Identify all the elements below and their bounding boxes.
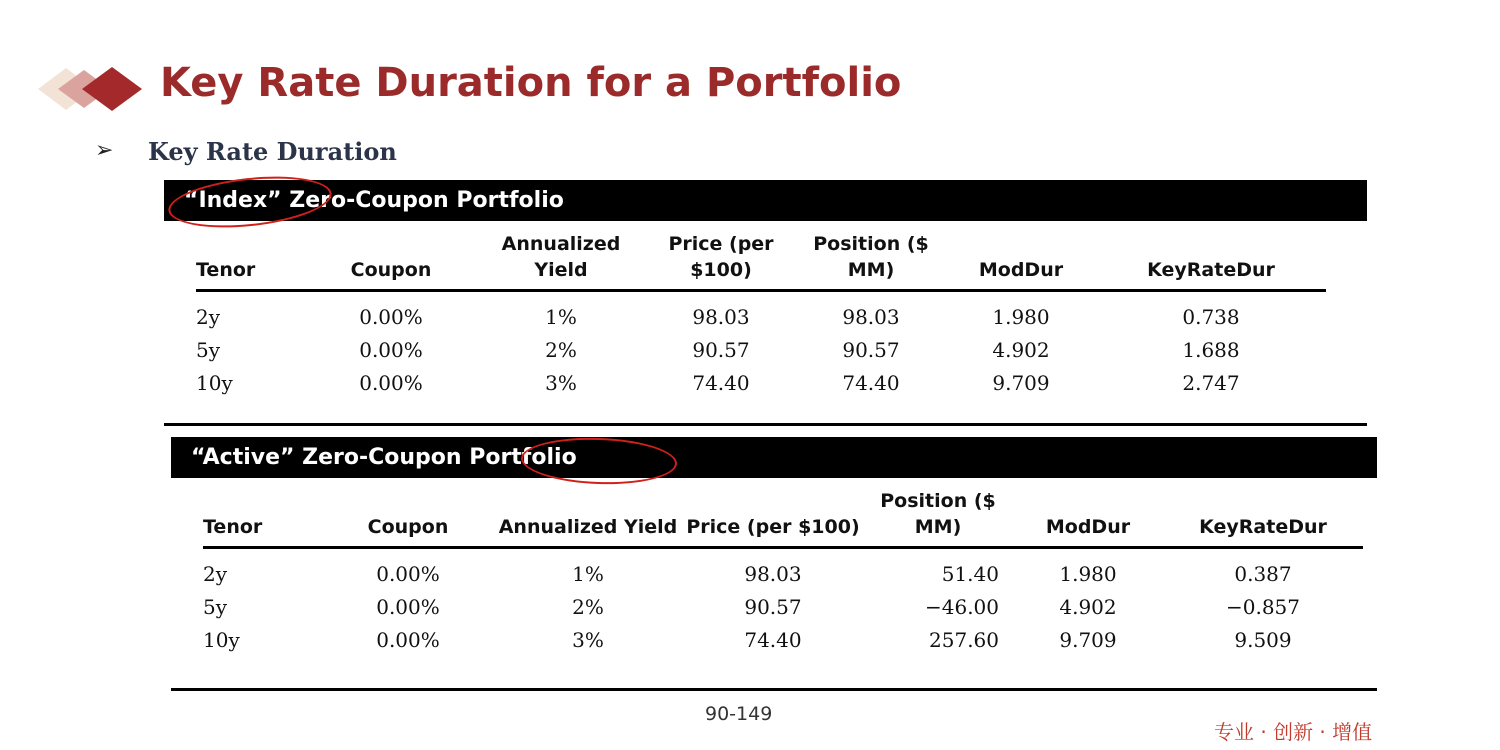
cell-position: 74.40 xyxy=(842,370,900,395)
table-bottom-rule xyxy=(164,423,1367,426)
table-header-row xyxy=(196,221,1326,291)
cell-yield: 2% xyxy=(572,594,604,619)
cell-price: 90.57 xyxy=(692,337,750,362)
column-header-coupon: Coupon xyxy=(323,478,493,548)
slide-subtitle: Key Rate Duration xyxy=(148,137,397,166)
table-row xyxy=(203,623,1363,656)
cell-moddur: 4.902 xyxy=(992,337,1050,362)
index-portfolio-heading: “Index” Zero-Coupon Portfolio xyxy=(164,180,1367,221)
index-portfolio-table xyxy=(196,221,1326,399)
cell-moddur: 9.709 xyxy=(992,370,1050,395)
table-bottom-rule xyxy=(171,688,1377,691)
column-header-moddur: ModDur xyxy=(1013,478,1163,548)
cell-coupon: 0.00% xyxy=(359,337,423,362)
cell-keyratedur: −0.857 xyxy=(1225,594,1300,619)
cell-tenor: 10y xyxy=(203,627,240,652)
active-portfolio-heading: “Active” Zero-Coupon Portfolio xyxy=(171,437,1377,478)
cell-tenor: 2y xyxy=(203,561,228,586)
active-portfolio-section xyxy=(171,437,1377,656)
cell-coupon: 0.00% xyxy=(359,370,423,395)
active-portfolio-table xyxy=(203,478,1363,656)
cell-yield: 3% xyxy=(545,370,577,395)
column-header-keyratedur: KeyRateDur xyxy=(1163,478,1363,548)
cell-position: 51.40 xyxy=(941,561,999,586)
cell-moddur: 1.980 xyxy=(1059,561,1117,586)
cell-moddur: 1.980 xyxy=(992,304,1050,329)
column-header-yield: Annualized Yield xyxy=(476,221,646,291)
cell-keyratedur: 1.688 xyxy=(1182,337,1240,362)
column-header-moddur: ModDur xyxy=(946,221,1096,291)
cell-position: 257.60 xyxy=(929,627,999,652)
table-row xyxy=(203,590,1363,623)
table-row xyxy=(196,333,1326,366)
column-header-keyratedur: KeyRateDur xyxy=(1096,221,1326,291)
table-row xyxy=(196,291,1326,334)
table-row xyxy=(196,366,1326,399)
cell-coupon: 0.00% xyxy=(359,304,423,329)
cell-tenor: 5y xyxy=(203,594,228,619)
cell-yield: 1% xyxy=(572,561,604,586)
index-portfolio-section xyxy=(164,180,1367,399)
cell-position: 90.57 xyxy=(842,337,900,362)
cell-coupon: 0.00% xyxy=(376,561,440,586)
cell-yield: 1% xyxy=(545,304,577,329)
cell-price: 90.57 xyxy=(744,594,802,619)
column-header-price: Price (per $100) xyxy=(646,221,796,291)
table-row xyxy=(203,548,1363,591)
cell-coupon: 0.00% xyxy=(376,627,440,652)
cell-keyratedur: 2.747 xyxy=(1182,370,1240,395)
cell-tenor: 5y xyxy=(196,337,221,362)
cell-coupon: 0.00% xyxy=(376,594,440,619)
column-header-tenor: Tenor xyxy=(203,478,323,548)
cell-price: 98.03 xyxy=(692,304,750,329)
cell-position: −46.00 xyxy=(924,594,999,619)
column-header-position: Position ($ MM) xyxy=(863,478,1013,548)
cell-moddur: 9.709 xyxy=(1059,627,1117,652)
cell-tenor: 2y xyxy=(196,304,221,329)
cell-price: 74.40 xyxy=(744,627,802,652)
cell-price: 74.40 xyxy=(692,370,750,395)
cell-keyratedur: 9.509 xyxy=(1234,627,1292,652)
column-header-position: Position ($ MM) xyxy=(796,221,946,291)
logo-diamonds-icon xyxy=(38,64,148,114)
table-header-row xyxy=(203,478,1363,548)
column-header-price: Price (per $100) xyxy=(683,478,863,548)
cell-keyratedur: 0.387 xyxy=(1234,561,1292,586)
bullet-arrow-icon: ➢ xyxy=(95,138,114,163)
cell-yield: 3% xyxy=(572,627,604,652)
footer-slogan: 专业 · 创新 · 增值 xyxy=(1214,720,1373,744)
column-header-coupon: Coupon xyxy=(306,221,476,291)
cell-yield: 2% xyxy=(545,337,577,362)
cell-position: 98.03 xyxy=(842,304,900,329)
column-header-yield: Annualized Yield xyxy=(493,478,683,548)
cell-tenor: 10y xyxy=(196,370,233,395)
cell-keyratedur: 0.738 xyxy=(1182,304,1240,329)
column-header-tenor: Tenor xyxy=(196,221,306,291)
page-number: 90-149 xyxy=(705,703,773,725)
cell-price: 98.03 xyxy=(744,561,802,586)
slide-title: Key Rate Duration for a Portfolio xyxy=(160,60,902,106)
cell-moddur: 4.902 xyxy=(1059,594,1117,619)
